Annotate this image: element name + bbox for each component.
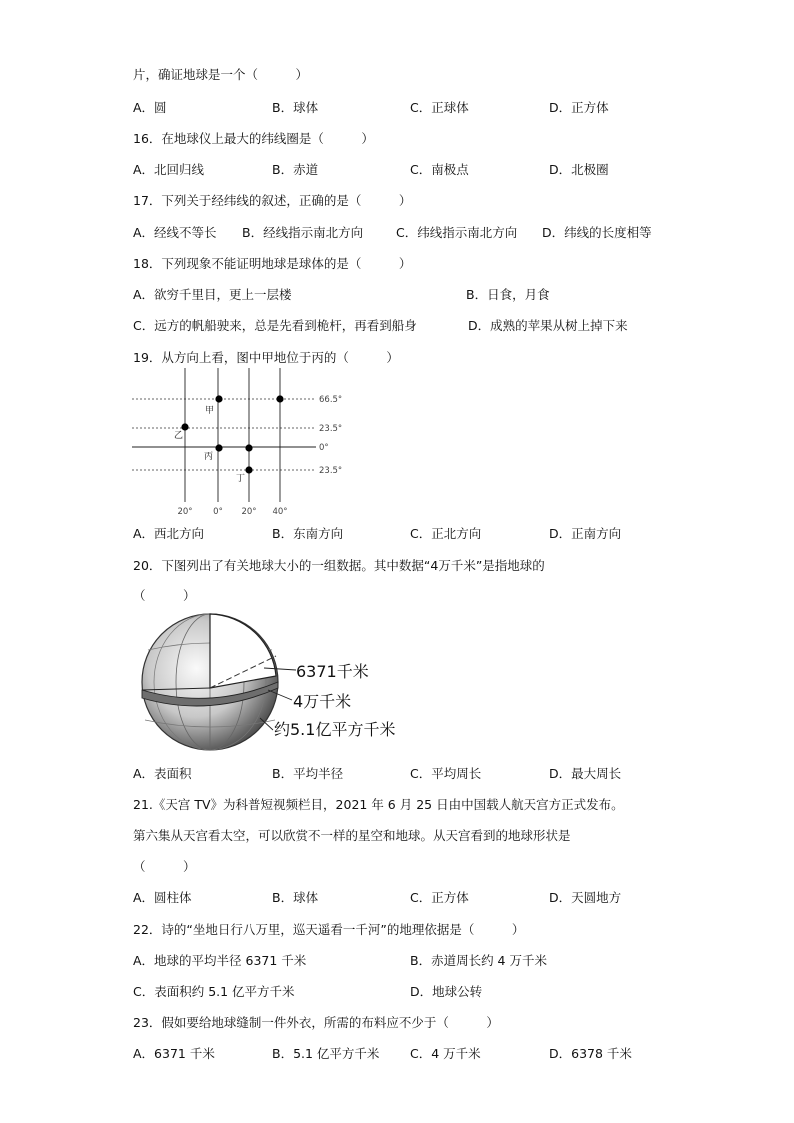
- q19-option-a[interactable]: A．西北方向: [133, 526, 205, 541]
- question-15-tail: 片，确证地球是一个（ ）: [133, 67, 309, 82]
- lon-label-0: 0°: [213, 507, 223, 517]
- lat-label-66-5: 66.5°: [319, 395, 343, 405]
- q17-option-a[interactable]: A．经线不等长: [133, 225, 217, 240]
- label-surface-area: 约5.1亿平方千米: [274, 720, 396, 739]
- lon-label-20w: 20°: [177, 507, 193, 517]
- label-yi: 乙: [174, 431, 184, 441]
- q15-option-d[interactable]: D．正方体: [549, 100, 609, 115]
- q20-option-a[interactable]: A．表面积: [133, 766, 192, 781]
- question-19: 19．从方向上看，图中甲地位于丙的（ ）: [133, 350, 399, 365]
- q16-option-d[interactable]: D．北极圈: [549, 162, 609, 177]
- q22-option-c[interactable]: C．表面积约 5.1 亿平方千米: [133, 984, 295, 999]
- q20-option-c[interactable]: C．平均周长: [410, 766, 482, 781]
- lon-label-20e: 20°: [241, 507, 257, 517]
- q18-option-a[interactable]: A．欲穷千里目，更上一层楼: [133, 287, 292, 302]
- q21-option-c[interactable]: C．正方体: [410, 890, 469, 905]
- q17-option-b[interactable]: B．经线指示南北方向: [242, 225, 364, 240]
- lat-lon-grid-figure: [128, 366, 358, 518]
- q19-option-c[interactable]: C．正北方向: [410, 526, 482, 541]
- q16-option-c[interactable]: C．南极点: [410, 162, 469, 177]
- label-ding: 丁: [236, 474, 246, 484]
- lat-label-0: 0°: [319, 443, 329, 453]
- q17-option-c[interactable]: C．纬线指示南北方向: [396, 225, 518, 240]
- lat-label-23-5-s: 23.5°: [319, 466, 343, 476]
- lat-label-23-5-n: 23.5°: [319, 424, 343, 434]
- label-circumference: 4万千米: [293, 692, 352, 711]
- q15-option-c[interactable]: C．正球体: [410, 100, 469, 115]
- q21-option-a[interactable]: A．圆柱体: [133, 890, 192, 905]
- point-unlabeled: [276, 395, 283, 402]
- question-23: 23．假如要给地球缝制一件外衣，所需的布料应不少于（ ）: [133, 1015, 499, 1030]
- q21-option-b[interactable]: B．球体: [272, 890, 319, 905]
- q22-option-b[interactable]: B．赤道周长约 4 万千米: [410, 953, 547, 968]
- q18-option-c[interactable]: C．远方的帆船驶来，总是先看到桅杆，再看到船身: [133, 318, 417, 333]
- label-bing: 丙: [204, 452, 214, 462]
- point-ding: [245, 466, 252, 473]
- q18-option-d[interactable]: D．成熟的苹果从树上掉下来: [468, 318, 628, 333]
- q15-option-b[interactable]: B．球体: [272, 100, 319, 115]
- q20-option-b[interactable]: B．平均半径: [272, 766, 344, 781]
- q16-option-a[interactable]: A．北回归线: [133, 162, 205, 177]
- question-20: 20．下图列出了有关地球大小的一组数据。其中数据“4万千米”是指地球的: [133, 558, 545, 573]
- q23-option-c[interactable]: C．4 万千米: [410, 1046, 481, 1061]
- globe-cutaway-figure: [136, 610, 426, 762]
- q23-option-b[interactable]: B．5.1 亿平方千米: [272, 1046, 380, 1061]
- q15-option-a[interactable]: A．圆: [133, 100, 167, 115]
- label-jia: 甲: [205, 406, 215, 416]
- q22-option-a[interactable]: A．地球的平均半径 6371 千米: [133, 953, 307, 968]
- question-21-line-2: 第六集从天宫看太空，可以欣赏不一样的星空和地球。从天宫看到的地球形状是: [133, 828, 571, 843]
- point-other: [245, 444, 252, 451]
- q23-option-d[interactable]: D．6378 千米: [549, 1046, 632, 1061]
- question-22: 22．诗的“坐地日行八万里，巡天遥看一千河”的地理依据是（ ）: [133, 922, 525, 937]
- q20-option-d[interactable]: D．最大周长: [549, 766, 622, 781]
- label-radius: 6371千米: [296, 662, 369, 681]
- q19-option-b[interactable]: B．东南方向: [272, 526, 344, 541]
- question-20-paren: （ ）: [133, 588, 196, 603]
- q23-option-a[interactable]: A．6371 千米: [133, 1046, 215, 1061]
- lon-label-40e: 40°: [272, 507, 288, 517]
- q18-option-b[interactable]: B．日食，月食: [466, 287, 550, 302]
- q17-option-d[interactable]: D．纬线的长度相等: [542, 225, 652, 240]
- q21-option-d[interactable]: D．天圆地方: [549, 890, 622, 905]
- question-16: 16．在地球仪上最大的纬线圈是（ ）: [133, 131, 374, 146]
- question-17: 17．下列关于经纬线的叙述，正确的是（ ）: [133, 193, 412, 208]
- q19-option-d[interactable]: D．正南方向: [549, 526, 622, 541]
- point-jia: [215, 395, 222, 402]
- q16-option-b[interactable]: B．赤道: [272, 162, 319, 177]
- question-18: 18．下列现象不能证明地球是球体的是（ ）: [133, 256, 412, 271]
- point-yi: [181, 423, 188, 430]
- q22-option-d[interactable]: D．地球公转: [410, 984, 483, 999]
- question-21-line-1: 21.《天宫 TV》为科普短视频栏目，2021 年 6 月 25 日由中国载人航天宫方正式发布。: [133, 797, 624, 812]
- point-bing: [215, 444, 222, 451]
- question-21-paren: （ ）: [133, 859, 196, 874]
